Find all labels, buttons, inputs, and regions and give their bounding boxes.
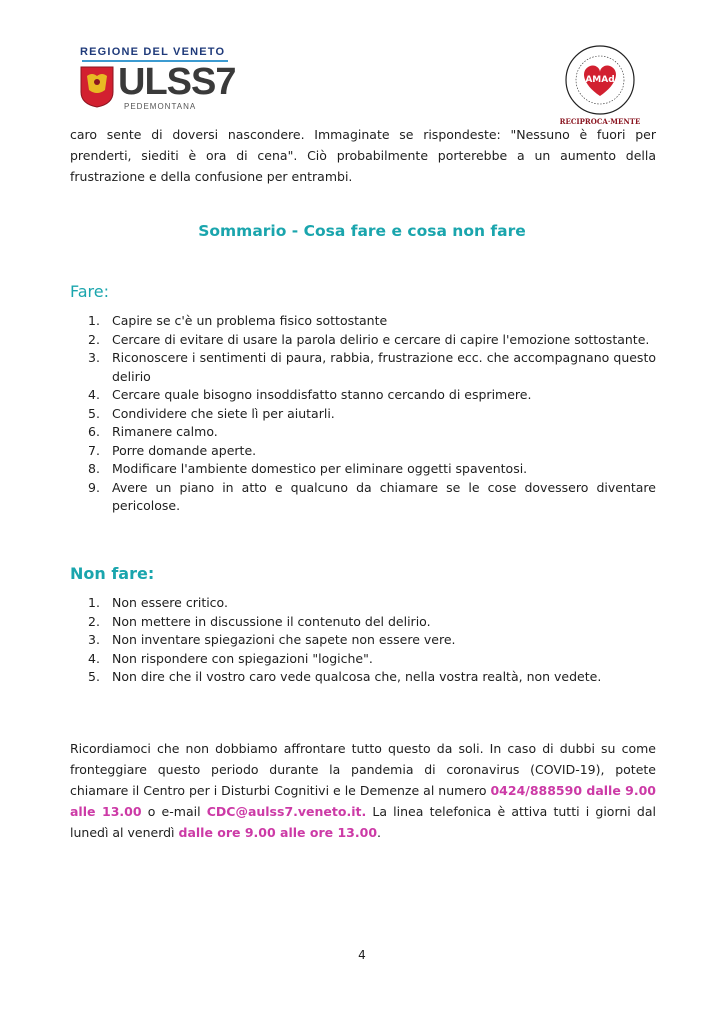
service-hours: dalle ore 9.00 alle ore 13.00 xyxy=(178,825,378,840)
non-fare-list xyxy=(70,594,656,687)
list-item: 4. Cercare quale bisogno insoddisfatto stanno cercando di esprimere. xyxy=(88,387,532,402)
ulss-label: ULSS7 xyxy=(118,61,236,103)
list-item: 1. Non essere critico. xyxy=(88,595,228,610)
list-item: 7. Porre domande aperte. xyxy=(88,442,257,458)
veneto-crest-icon xyxy=(80,66,114,108)
closing-paragraph: Ricordiamoci che non dobbiamo affrontare tutto questo da soli. In caso di dubbi su come fronteggiare questo periodo durante la pandemia di coronavirus (COVID-19), potete chiamare il Centro per i Disturbi Cognitivi e le Demenze al numero 0424/888590 dalle 9.00 alle 13.00 o e-mail CDC@aulss7.veneto.it. La linea telefonica è attiva tutti i giorni dal lunedì al venerdì dalle ore 9.00 alle ore 13.00. xyxy=(70,741,657,840)
ulss-sub-label: PEDEMONTANA xyxy=(124,102,197,111)
list-item: 2. Cercare di evitare di usare la parola delirio e cercare di capire l'emozione sottostante. xyxy=(88,331,650,347)
list-item: 6. Rimanere calmo. xyxy=(88,424,218,439)
list-item: 8. Modificare l'ambiente domestico per eliminare oggetti spaventosi. xyxy=(88,461,528,476)
amad-logo xyxy=(560,42,640,126)
list-item: 3. Non inventare spiegazioni che sapete non essere vere. xyxy=(88,632,456,647)
amad-logo-text: AMAd xyxy=(585,75,615,85)
list-item: 5. Condividere che siete lì per aiutarli. xyxy=(88,405,335,421)
non-fare-heading: Non fare: xyxy=(70,564,155,583)
amad-logo-caption: RECIPROCA·MENTE xyxy=(560,117,640,126)
list-item: 3. Riconoscere i sentimenti di paura, rabbia, frustrazione ecc. che accompagnano questo delirio xyxy=(88,350,656,384)
list-item: 2. Non mettere in discussione il contenuto del delirio. xyxy=(88,613,431,629)
region-label: REGIONE DEL VENETO xyxy=(80,46,226,58)
amad-seal-icon xyxy=(560,42,640,126)
fare-list xyxy=(70,312,656,516)
fare-heading: Fare: xyxy=(70,282,109,301)
list-item: 1. Capire se c'è un problema fisico sottostante xyxy=(88,313,388,328)
ulss7-logo xyxy=(72,46,236,120)
list-item: 4. Non rispondere con spiegazioni "logiche". xyxy=(88,650,373,666)
summary-title: Sommario - Cosa fare e cosa non fare xyxy=(198,222,526,240)
page-number: 4 xyxy=(358,948,366,962)
phone-hours[interactable]: 0424/888590 dalle 9.00 alle 13.00 xyxy=(70,783,657,819)
list-item: 5. Non dire che il vostro caro vede qualcosa che, nella vostra realtà, non vedete. xyxy=(88,669,602,684)
email-link[interactable]: CDC@aulss7.veneto.it. xyxy=(206,804,367,819)
list-item: 9. Avere un piano in atto e qualcuno da chiamare se le cose dovessero diventare pericolose. xyxy=(88,479,656,513)
intro-paragraph: caro sente di doversi nascondere. Immaginate se rispondeste: "Nessuno è fuori per prenderti, siediti è ora di cena". Ciò probabilmente porterebbe a un aumento della frustrazione e della confusione per entrambi. xyxy=(70,127,656,184)
